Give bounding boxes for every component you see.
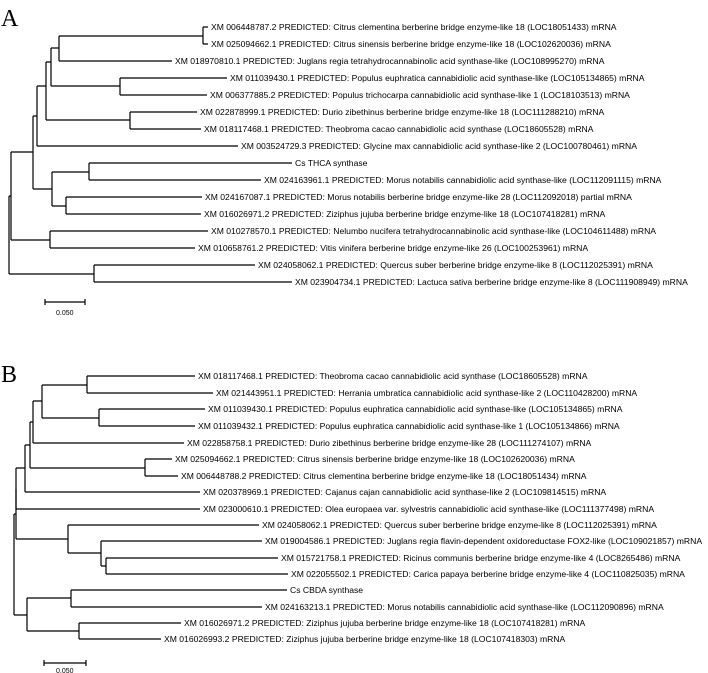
leaf-label: XM 023904734.1 PREDICTED: Lactuca sativa berberine bridge enzyme-like 8 (LOC111908949) mRNA (295, 277, 688, 287)
leaf-label: XM 024058062.1 PREDICTED: Quercus suber berberine bridge enzyme-like 8 (LOC112025391) mRNA (262, 520, 657, 530)
leaf-label: XM 018117468.1 PREDICTED: Theobroma cacao cannabidiolic acid synthase (LOC18605528) mRNA (198, 371, 588, 381)
scale-bar-label: 0.050 (56, 310, 74, 317)
leaf-label: XM 021443951.1 PREDICTED: Herrania umbratica cannabidiolic acid synthase-like 2 (LOC110428200) mRNA (216, 388, 638, 398)
leaf-label: XM 016026993.2 PREDICTED: Ziziphus jujuba berberine bridge enzyme-like 18 (LOC107418303) mRNA (164, 634, 566, 644)
leaf-label: XM 024058062.1 PREDICTED: Quercus suber berberine bridge enzyme-like 8 (LOC112025391) mRNA (258, 260, 653, 270)
panel-a-leaf-labels (175, 22, 688, 287)
leaf-label: XM 015721758.1 PREDICTED: Ricinus communis berberine bridge enzyme-like 4 (LOC8265486) mRNA (281, 553, 681, 563)
panel-b-scale-bar (44, 660, 86, 673)
leaf-label: XM 016026971.2 PREDICTED: Ziziphus jujuba berberine bridge enzyme-like 18 (LOC107418281) mRNA (184, 618, 586, 628)
leaf-label: XM 018117468.1 PREDICTED: Theobroma cacao cannabidiolic acid synthase (LOC18605528) mRNA (204, 124, 594, 134)
leaf-label: XM 006448788.2 PREDICTED: Citrus clementina berberine bridge enzyme-like 18 (LOC18051434) mRNA (181, 471, 587, 481)
panel-a-label: A (1, 6, 19, 32)
leaf-label: XM 019004586.1 PREDICTED: Juglans regia flavin-dependent oxidoreductase FOX2-like (LOC109021857) mRNA (265, 536, 703, 546)
leaf-label: XM 024163213.1 PREDICTED: Morus notabilis cannabidiolic acid synthase-like (LOC112090896) mRNA (265, 602, 664, 612)
panel-a-scale-bar (45, 299, 85, 317)
leaf-label: XM 024163961.1 PREDICTED: Morus notabilis cannabidiolic acid synthase-like (LOC112091115) mRNA (264, 175, 662, 185)
panel-a (1, 6, 688, 317)
leaf-label: XM 025094662.1 PREDICTED: Citrus sinensis berberine bridge enzyme-like 18 (LOC102620036) mRNA (211, 39, 611, 49)
leaf-label: XM 006377885.2 PREDICTED: Populus trichocarpa cannabidiolic acid synthase-like 1 (LOC18103513) mRNA (210, 90, 630, 100)
scale-bar-label: 0.050 (56, 668, 74, 673)
panel-b (1, 362, 702, 673)
leaf-label: XM 024167087.1 PREDICTED: Morus notabilis berberine bridge enzyme-like 28 (LOC112092018) partial mRNA (205, 192, 632, 202)
leaf-label: XM 020378969.1 PREDICTED: Cajanus cajan cannabidiolic acid synthase-like 2 (LOC109814515) mRNA (203, 487, 607, 497)
leaf-label: XM 006448787.2 PREDICTED: Citrus clementina berberine bridge enzyme-like 18 (LOC18051433) mRNA (211, 22, 617, 32)
panel-b-leaf-labels (164, 371, 702, 644)
leaf-label: Cs CBDA synthase (290, 585, 364, 595)
leaf-label: XM 025094662.1 PREDICTED: Citrus sinensis berberine bridge enzyme-like 18 (LOC102620036) mRNA (175, 454, 575, 464)
leaf-label: XM 010658761.2 PREDICTED: Vitis vinifera berberine bridge enzyme-like 26 (LOC100253961) mRNA (198, 243, 589, 253)
leaf-label: XM 011039430.1 PREDICTED: Populus euphratica cannabidiolic acid synthase-like (LOC105134865) mRNA (230, 73, 645, 83)
leaf-label: XM 003524729.3 PREDICTED: Glycine max cannabidiolic acid synthase-like 2 (LOC100780461) mRNA (241, 141, 637, 151)
panel-b-label: B (1, 362, 18, 388)
leaf-label: XM 018970810.1 PREDICTED: Juglans regia tetrahydrocannabinolic acid synthase-like (LOC108995270) mRNA (175, 56, 605, 66)
leaf-label: XM 016026971.2 PREDICTED: Ziziphus jujuba berberine bridge enzyme-like 18 (LOC107418281) mRNA (204, 209, 606, 219)
leaf-label: XM 022878999.1 PREDICTED: Durio zibethinus berberine bridge enzyme-like 18 (LOC111288210) mRNA (200, 107, 605, 117)
leaf-label: Cs THCA synthase (295, 158, 368, 168)
leaf-label: XM 022055502.1 PREDICTED: Carica papaya berberine bridge enzyme-like 4 (LOC110825035) mRNA (291, 569, 685, 579)
leaf-label: XM 011039432.1 PREDICTED: Populus euphratica cannabidiolic acid synthase-like 1 (LOC105134866) mRNA (198, 421, 620, 431)
leaf-label: XM 022858758.1 PREDICTED: Durio zibethinus berberine bridge enzyme-like 28 (LOC111274107) mRNA (187, 438, 592, 448)
leaf-label: XM 011039430.1 PREDICTED: Populus euphratica cannabidiolic acid synthase-like (LOC105134865) mRNA (208, 404, 623, 414)
leaf-label: XM 023000610.1 PREDICTED: Olea europaea var. sylvestris cannabidiolic acid synthase-like (LOC111377498) mRNA (203, 504, 655, 514)
leaf-label: XM 010278570.1 PREDICTED: Nelumbo nucifera tetrahydrocannabinolic acid synthase-like (LOC104611488) mRNA (211, 226, 657, 236)
